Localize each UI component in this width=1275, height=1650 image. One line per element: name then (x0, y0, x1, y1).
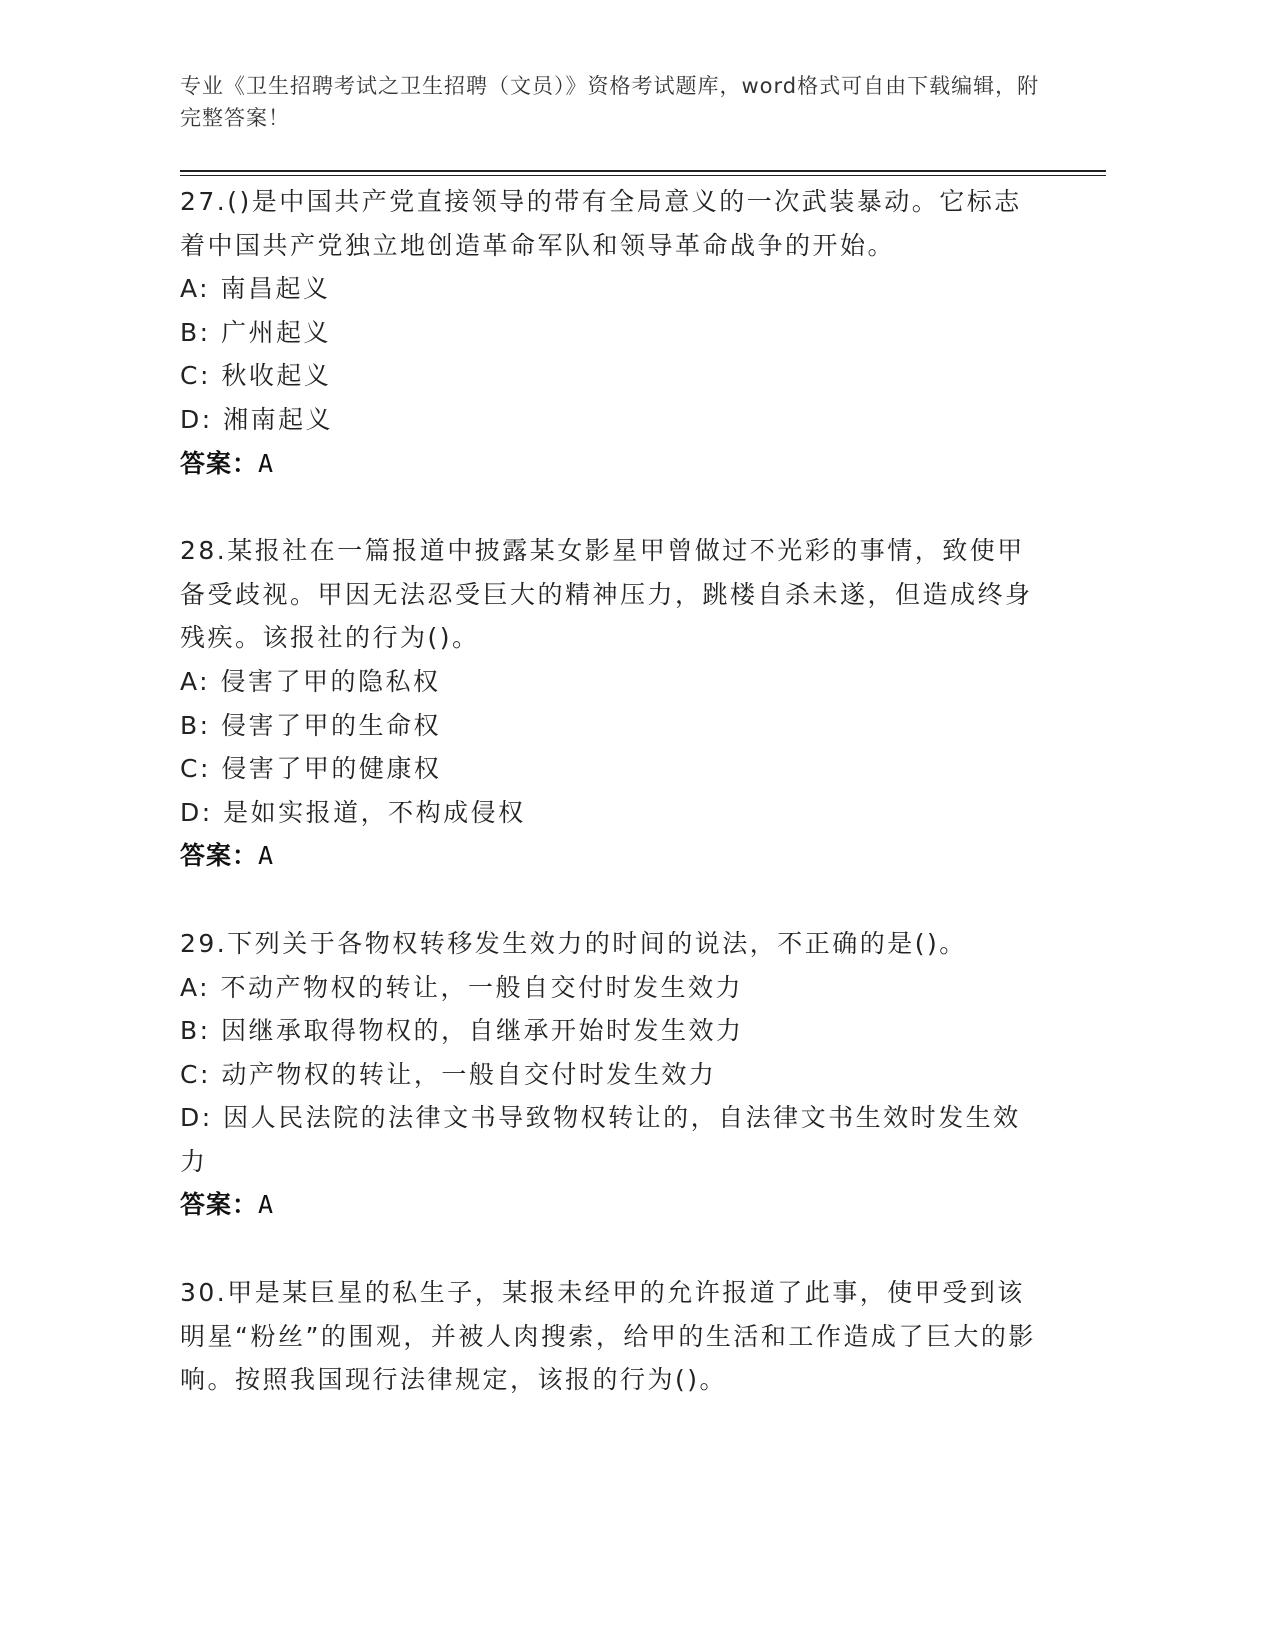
question-list (180, 180, 1040, 1446)
option-a: A: 不动产物权的转让，一般自交付时发生效力 (180, 972, 744, 1002)
header-divider-thin (180, 175, 1106, 176)
option-c: C: 秋收起义 (180, 361, 332, 391)
option-a: A: 侵害了甲的隐私权 (180, 666, 441, 696)
question-text: 29.下列关于各物权转移发生效力的时间的说法，不正确的是()。 (180, 928, 967, 958)
question-27 (180, 180, 1040, 485)
option-b: B: 广州起义 (180, 317, 332, 347)
option-b: B: 因继承取得物权的，自继承开始时发生效力 (180, 1016, 744, 1046)
option-c: C: 侵害了甲的健康权 (180, 754, 442, 784)
answer-value: A (258, 1190, 275, 1220)
question-29 (180, 922, 1040, 1227)
option-c: C: 动产物权的转让，一般自交付时发生效力 (180, 1059, 717, 1089)
option-d: D: 湘南起义 (180, 404, 334, 434)
question-text: 30.甲是某巨星的私生子，某报未经甲的允许报道了此事，使甲受到该明星“粉丝”的围观，并被人肉搜索，给甲的生活和工作造成了巨大的影响。按照我国现行法律规定，该报的行为()。 (180, 1278, 1036, 1395)
option-a: A: 南昌起义 (180, 274, 331, 304)
answer (180, 1183, 1040, 1227)
question-text: 27.()是中国共产党直接领导的带有全局意义的一次武装暴动。它标志着中国共产党独立地创造革命军队和领导革命战争的开始。 (180, 187, 1022, 260)
option-d: D: 因人民法院的法律文书导致物权转让的，自法律文书生效时发生效力 (180, 1103, 1021, 1176)
question-30 (180, 1271, 1040, 1402)
question-text: 28.某报社在一篇报道中披露某女影星甲曾做过不光彩的事情，致使甲备受歧视。甲因无法忍受巨大的精神压力，跳楼自杀未遂，但造成终身残疾。该报社的行为()。 (180, 536, 1033, 653)
option-b: B: 侵害了甲的生命权 (180, 710, 442, 740)
answer-value: A (258, 841, 275, 871)
header-divider-thick (180, 170, 1106, 172)
option-d: D: 是如实报道，不构成侵权 (180, 797, 526, 827)
answer (180, 442, 1040, 486)
answer-value: A (258, 448, 275, 478)
answer-label: 答案： (180, 1190, 259, 1220)
document-header: 专业《卫生招聘考试之卫生招聘（文员）》资格考试题库，word格式可自由下载编辑，附完整答案！ (180, 74, 1040, 130)
answer-label: 答案： (180, 841, 259, 871)
answer-label: 答案： (180, 448, 259, 478)
question-28 (180, 529, 1040, 878)
answer (180, 834, 1040, 878)
